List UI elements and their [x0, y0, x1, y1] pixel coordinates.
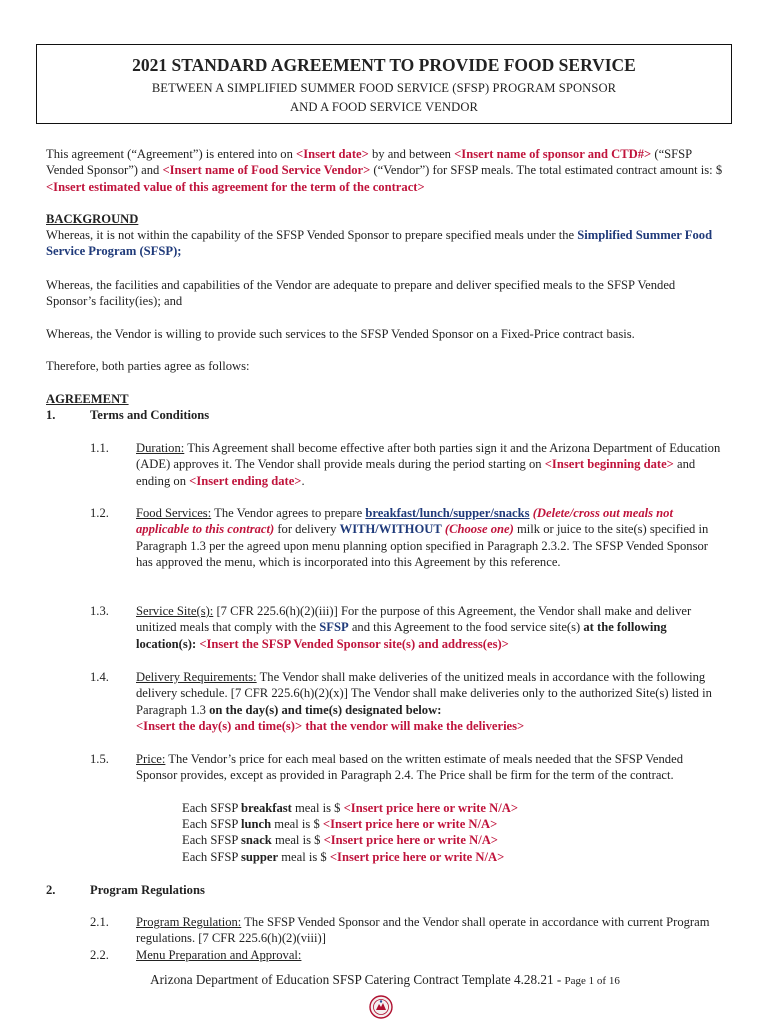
meal-name: snack	[241, 833, 272, 847]
whereas-text: Whereas, it is not within the capability of the SFSP Vended Sponsor to prepare specified meals under the	[46, 228, 578, 242]
insert-ending-date-field[interactable]: <Insert ending date>	[189, 473, 302, 488]
clause-1-5-price	[136, 751, 726, 784]
clause-label: Program Regulation:	[136, 915, 242, 929]
clause-text: for delivery	[274, 522, 340, 537]
whereas-2: Whereas, the facilities and capabilities of the Vendor are adequate to prepare and deliver specified meals to the SFSP Vended Sponsor’s facility(ies); and	[46, 278, 676, 309]
price-line-snack	[182, 832, 498, 848]
clause-text: and this Agreement to the food service site(s)	[348, 620, 584, 635]
price-text: meal is $	[278, 850, 330, 864]
whereas-1	[46, 227, 726, 260]
price-text: meal is $	[271, 833, 324, 847]
document-title: 2021 STANDARD AGREEMENT TO PROVIDE FOOD SERVICE	[132, 55, 636, 75]
section-1-title: Terms and Conditions	[90, 408, 210, 422]
choose-instruction: (Choose one)	[441, 522, 514, 537]
section-1-number: 1.	[46, 408, 56, 422]
clause-1-1-number: 1.1.	[90, 441, 109, 455]
agreement-heading: AGREEMENT	[46, 392, 129, 406]
meal-name: lunch	[241, 817, 272, 831]
clause-1-1-duration	[136, 440, 726, 489]
price-line-supper	[182, 849, 504, 865]
clause-1-2-food-services	[136, 505, 726, 571]
insert-delivery-times-field[interactable]: <Insert the day(s) and time(s)> that the vendor will make the deliveries>	[136, 719, 525, 734]
document-subtitle-1: BETWEEN A SIMPLIFIED SUMMER FOOD SERVICE (SFSP) PROGRAM SPONSOR	[151, 81, 617, 95]
clause-text: The Vendor’s price for each meal based on the written estimate of meals needed that the SFSP Vended Sponsor provides, except as provided in Paragraph 2.4. The Price shall be firm for the term of the contract.	[136, 752, 683, 783]
clause-label: Delivery Requirements:	[136, 670, 257, 684]
price-text: Each SFSP	[182, 850, 242, 864]
with-without-field[interactable]: WITH/WITHOUT	[339, 522, 442, 537]
intro-text: (“Vendor”) for SFSP meals. The total estimated contract amount is: $	[370, 163, 723, 178]
insert-lunch-price-field[interactable]: <Insert price here or write N/A>	[322, 817, 498, 831]
insert-snack-price-field[interactable]: <Insert price here or write N/A>	[323, 833, 498, 847]
intro-text: by and between	[368, 147, 455, 161]
price-line-lunch	[182, 816, 497, 832]
insert-breakfast-price-field[interactable]: <Insert price here or write N/A>	[343, 801, 519, 815]
delete-instruction: (Delete/cross out meals not applicable to this contract)	[136, 506, 673, 537]
clause-1-3-service-sites	[136, 603, 726, 652]
clause-label: Service Site(s):	[136, 604, 214, 618]
title-box	[36, 44, 732, 124]
section-2-title: Program Regulations	[90, 883, 205, 897]
insert-supper-price-field[interactable]: <Insert price here or write N/A>	[329, 850, 505, 864]
whereas-3: Whereas, the Vendor is willing to provide such services to the SFSP Vended Sponsor on a Fixed-Price contract basis.	[46, 327, 635, 341]
page-number: Page 1 of 16	[564, 975, 620, 987]
clause-label: Food Services:	[136, 506, 212, 520]
clause-text: This Agreement shall become effective after both parties sign it and the Arizona Department of Education (ADE) approves it. The Vendor shall provide meals during the period starting on	[136, 441, 721, 472]
price-text: meal is $	[291, 801, 344, 815]
sfsp-abbrev: SFSP	[319, 620, 349, 635]
insert-date-field[interactable]: <Insert date>	[296, 147, 369, 161]
clause-1-2-number: 1.2.	[90, 506, 109, 520]
clause-text: The Vendor agrees to prepare	[211, 506, 366, 520]
footer-text: Arizona Department of Education SFSP Catering Contract Template 4.28.21 -	[150, 972, 565, 987]
intro-text: This agreement (“Agreement”) is entered into on	[46, 147, 297, 161]
therefore-line: Therefore, both parties agree as follows:	[46, 359, 250, 373]
price-text: meal is $	[271, 817, 323, 831]
price-text: Each SFSP	[182, 817, 242, 831]
clause-bold-text: at the following location(s):	[136, 620, 667, 651]
intro-text: (“SFSP Vended Sponsor”) and	[46, 147, 692, 178]
clause-label: Duration:	[136, 441, 185, 455]
price-line-breakfast	[182, 800, 518, 816]
clause-bold-text: on the day(s) and time(s) designated below:	[209, 702, 442, 717]
page-footer	[0, 972, 770, 989]
clause-2-2-number: 2.2.	[90, 948, 109, 962]
clause-1-3-number: 1.3.	[90, 604, 109, 618]
section-2-number: 2.	[46, 883, 56, 897]
background-heading: BACKGROUND	[46, 212, 139, 226]
clause-2-2-menu-preparation	[136, 947, 726, 963]
clause-2-1-program-regulation	[136, 914, 726, 947]
clause-1-5-number: 1.5.	[90, 752, 109, 766]
clause-text: The Vendor shall make deliveries of the unitized meals in accordance with the following delivery schedule. [7 CFR 225.6(h)(2)(x)] The Vendor shall make deliveries only to the authorized Site(s) listed in Paragraph 1.3	[136, 670, 712, 717]
insert-beginning-date-field[interactable]: <Insert beginning date>	[544, 457, 674, 472]
clause-text: The SFSP Vended Sponsor and the Vendor shall operate in accordance with current Program regulations. [7 CFR 225.6(h)(2)(viii)]	[136, 915, 710, 946]
insert-contract-value-field[interactable]: <Insert estimated value of this agreement for the term of the contract>	[46, 179, 425, 194]
document-subtitle-2: AND A FOOD SERVICE VENDOR	[289, 100, 479, 114]
price-text: Each SFSP	[182, 833, 242, 847]
clause-text: and ending on	[136, 457, 696, 488]
intro-paragraph	[46, 146, 726, 195]
state-seal-icon	[369, 995, 393, 1019]
price-text: Each SFSP	[182, 801, 242, 815]
clause-label: Price:	[136, 752, 166, 766]
insert-sponsor-field[interactable]: <Insert name of sponsor and CTD#>	[454, 147, 652, 161]
insert-vendor-field[interactable]: <Insert name of Food Service Vendor>	[162, 163, 371, 178]
clause-text: [7 CFR 225.6(h)(2)(iii)] For the purpose of this Agreement, the Vendor shall make and deliver unitized meals that comply with the	[136, 604, 692, 635]
sfsp-program-name: Simplified Summer Food Service Program (SFSP);	[46, 228, 713, 259]
insert-sites-field[interactable]: <Insert the SFSP Vended Sponsor site(s) and address(es)>	[199, 636, 509, 651]
clause-text: milk or juice to the site(s) specified in Paragraph 1.3 per the agreed upon menu planning option specified in Paragraph 2.3.2. The SFSP Vended Sponsor has approved the menu, which is incorporated into this Agreement by this reference.	[136, 522, 709, 570]
clause-1-4-number: 1.4.	[90, 670, 109, 684]
meal-types-field[interactable]: breakfast/lunch/supper/snacks	[365, 506, 530, 520]
clause-text: .	[301, 473, 305, 488]
clause-1-4-delivery	[136, 669, 726, 735]
clause-label: Menu Preparation and Approval:	[136, 948, 302, 962]
meal-name: supper	[241, 850, 279, 864]
clause-2-1-number: 2.1.	[90, 915, 109, 929]
meal-name: breakfast	[241, 801, 292, 815]
